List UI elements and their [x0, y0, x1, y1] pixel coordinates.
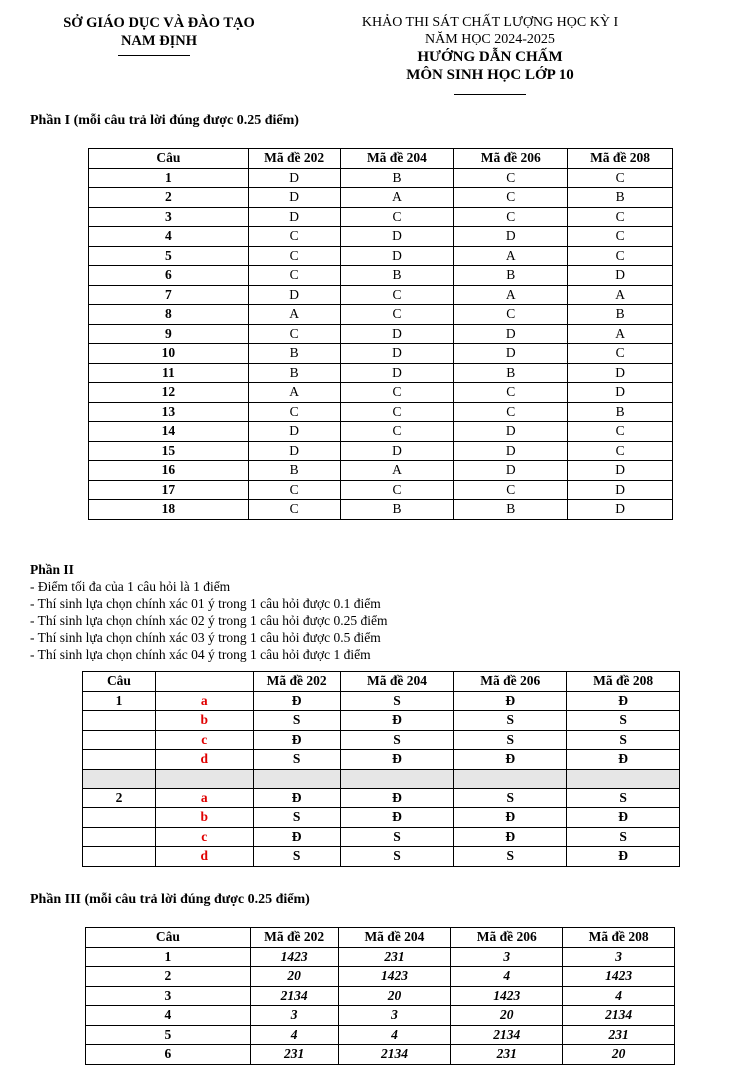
answer-cell: S	[340, 847, 454, 867]
header-cell: Mã đề 208	[567, 672, 680, 692]
question-number: 5	[86, 1025, 251, 1045]
rule-line: - Thí sinh lựa chọn chính xác 01 ý trong 1 câu hỏi được 0.1 điểm	[30, 596, 381, 611]
issuer-block	[30, 14, 288, 50]
table-row	[83, 730, 680, 750]
answer-cell: C	[568, 168, 673, 188]
answer-cell: A	[454, 285, 568, 305]
question-number: 4	[86, 1006, 251, 1026]
title-underline	[454, 94, 526, 95]
answer-cell: 4	[451, 967, 563, 987]
table-row	[89, 305, 673, 325]
question-number: 15	[89, 441, 249, 461]
answer-cell: 20	[563, 1045, 675, 1065]
answer-cell: 231	[451, 1045, 563, 1065]
answer-cell: D	[248, 422, 340, 442]
table-row	[86, 1006, 675, 1026]
header-cell: Câu	[83, 672, 156, 692]
question-number: 13	[89, 402, 249, 422]
table-row	[89, 285, 673, 305]
answer-cell: D	[454, 344, 568, 364]
table-row	[86, 1025, 675, 1045]
exam-title-block	[305, 14, 675, 84]
answer-cell: Đ	[253, 691, 340, 711]
answer-cell: B	[340, 168, 454, 188]
table-row	[83, 827, 680, 847]
table-row	[89, 402, 673, 422]
answer-cell: D	[454, 441, 568, 461]
answer-cell: S	[253, 750, 340, 770]
question-number	[83, 750, 156, 770]
answer-cell: C	[454, 480, 568, 500]
answer-cell: 3	[451, 947, 563, 967]
answer-cell: D	[454, 461, 568, 481]
answer-cell: D	[248, 188, 340, 208]
answer-cell: C	[454, 305, 568, 325]
question-number: 1	[83, 691, 156, 711]
answer-cell: C	[248, 227, 340, 247]
answer-cell: D	[568, 383, 673, 403]
part3-answer-table	[85, 927, 675, 1065]
table-header-row	[86, 928, 675, 948]
question-number: 14	[89, 422, 249, 442]
answer-cell: Đ	[454, 827, 567, 847]
answer-cell: D	[248, 441, 340, 461]
answer-cell: Đ	[253, 730, 340, 750]
header-cell: Mã đề 206	[454, 149, 568, 169]
answer-cell: D	[248, 168, 340, 188]
rule-line: - Thí sinh lựa chọn chính xác 04 ý trong 1 câu hỏi được 1 điểm	[30, 647, 371, 662]
answer-cell: C	[568, 344, 673, 364]
answer-cell: A	[340, 188, 454, 208]
empty-cell	[253, 769, 340, 788]
separator-row	[83, 769, 680, 788]
answer-cell: D	[248, 285, 340, 305]
question-number: 2	[83, 788, 156, 808]
answer-cell: S	[454, 711, 567, 731]
answer-cell: 20	[250, 967, 338, 987]
question-number: 12	[89, 383, 249, 403]
question-number	[83, 730, 156, 750]
table-row	[89, 363, 673, 383]
part1-answer-table	[88, 148, 673, 520]
answer-cell: Đ	[454, 808, 567, 828]
answer-cell: B	[568, 402, 673, 422]
header-cell: Câu	[86, 928, 251, 948]
header-cell: Mã đề 204	[340, 149, 454, 169]
header-cell: Mã đề 206	[451, 928, 563, 948]
answer-cell: S	[340, 691, 454, 711]
header-cell: Mã đề 204	[340, 672, 454, 692]
answer-cell: D	[340, 246, 454, 266]
question-number	[83, 827, 156, 847]
empty-cell	[567, 769, 680, 788]
answer-cell: A	[340, 461, 454, 481]
answer-cell: 4	[563, 986, 675, 1006]
answer-cell: Đ	[567, 750, 680, 770]
answer-cell: D	[568, 266, 673, 286]
question-number	[83, 808, 156, 828]
table-row	[83, 788, 680, 808]
answer-cell: Đ	[567, 691, 680, 711]
question-number: 11	[89, 363, 249, 383]
answer-cell: B	[568, 188, 673, 208]
answer-cell: S	[253, 808, 340, 828]
answer-cell: C	[248, 324, 340, 344]
table-header-row	[83, 672, 680, 692]
answer-cell: Đ	[340, 788, 454, 808]
answer-cell: C	[248, 266, 340, 286]
question-number: 8	[89, 305, 249, 325]
statement-letter: b	[155, 711, 253, 731]
statement-letter: a	[155, 691, 253, 711]
table-row	[83, 691, 680, 711]
table-row	[89, 344, 673, 364]
header-cell: Mã đề 202	[253, 672, 340, 692]
table-row	[83, 711, 680, 731]
table-row	[89, 461, 673, 481]
statement-letter: b	[155, 808, 253, 828]
answer-cell: 2134	[563, 1006, 675, 1026]
answer-cell: 2134	[451, 1025, 563, 1045]
table-row	[83, 750, 680, 770]
table-row	[89, 188, 673, 208]
answer-cell: C	[454, 402, 568, 422]
answer-cell: Đ	[340, 808, 454, 828]
issuer-province: NAM ĐỊNH	[120, 33, 198, 49]
header-cell	[155, 672, 253, 692]
rule-line: - Điểm tối đa của 1 câu hỏi là 1 điểm	[30, 579, 231, 594]
answer-cell: Đ	[340, 711, 454, 731]
answer-cell: 3	[338, 1006, 451, 1026]
answer-cell: Đ	[454, 750, 567, 770]
answer-cell: C	[568, 207, 673, 227]
part3-title: Phần III (mỗi câu trả lời đúng được 0.25 điểm)	[30, 892, 310, 907]
part2-rules	[30, 561, 387, 663]
answer-cell: 4	[338, 1025, 451, 1045]
answer-cell: B	[568, 305, 673, 325]
answer-cell: A	[248, 383, 340, 403]
question-number	[83, 711, 156, 731]
answer-cell: C	[454, 188, 568, 208]
table-row	[86, 986, 675, 1006]
header-cell: Mã đề 208	[563, 928, 675, 948]
answer-cell: D	[340, 363, 454, 383]
part2-title: Phần II	[30, 562, 74, 577]
answer-cell: S	[454, 788, 567, 808]
issuer-underline	[118, 55, 190, 56]
table-row	[86, 1045, 675, 1065]
answer-cell: D	[568, 500, 673, 520]
question-number: 4	[89, 227, 249, 247]
table-row	[89, 168, 673, 188]
answer-cell: C	[248, 402, 340, 422]
answer-cell: S	[567, 788, 680, 808]
exam-name: KHẢO THI SÁT CHẤT LƯỢNG HỌC KỲ I	[361, 15, 619, 30]
answer-cell: 231	[563, 1025, 675, 1045]
answer-cell: C	[340, 402, 454, 422]
question-number: 6	[89, 266, 249, 286]
answer-cell: D	[454, 324, 568, 344]
table-row	[86, 967, 675, 987]
table-row	[86, 947, 675, 967]
answer-cell: C	[248, 246, 340, 266]
table-header-row	[89, 149, 673, 169]
answer-cell: C	[340, 305, 454, 325]
question-number: 1	[86, 947, 251, 967]
answer-cell: B	[340, 500, 454, 520]
answer-cell: 1423	[338, 967, 451, 987]
answer-cell: 2134	[250, 986, 338, 1006]
question-number: 18	[89, 500, 249, 520]
answer-cell: 1423	[451, 986, 563, 1006]
answer-cell: D	[340, 324, 454, 344]
answer-cell: S	[253, 711, 340, 731]
answer-cell: S	[567, 711, 680, 731]
question-number: 5	[89, 246, 249, 266]
table-row	[89, 266, 673, 286]
empty-cell	[83, 769, 156, 788]
answer-cell: B	[454, 266, 568, 286]
answer-cell: C	[454, 168, 568, 188]
answer-cell: S	[567, 827, 680, 847]
header-cell: Câu	[89, 149, 249, 169]
answer-cell: B	[454, 363, 568, 383]
answer-cell: C	[568, 422, 673, 442]
question-number: 16	[89, 461, 249, 481]
table-row	[83, 847, 680, 867]
question-number: 3	[86, 986, 251, 1006]
table-row	[83, 808, 680, 828]
document-title: HƯỚNG DẪN CHẤM	[417, 49, 563, 65]
table-row	[89, 500, 673, 520]
answer-cell: A	[568, 324, 673, 344]
answer-cell: B	[340, 266, 454, 286]
answer-cell: 4	[250, 1025, 338, 1045]
statement-letter: a	[155, 788, 253, 808]
answer-cell: D	[568, 363, 673, 383]
answer-cell: 231	[338, 947, 451, 967]
answer-cell: 231	[250, 1045, 338, 1065]
header-cell: Mã đề 206	[454, 672, 567, 692]
answer-cell: Đ	[567, 808, 680, 828]
answer-cell: D	[340, 441, 454, 461]
answer-cell: B	[248, 344, 340, 364]
answer-cell: 20	[451, 1006, 563, 1026]
table-row	[89, 480, 673, 500]
question-number: 7	[89, 285, 249, 305]
answer-cell: D	[340, 227, 454, 247]
answer-cell: Đ	[567, 847, 680, 867]
part1-title: Phần I (mỗi câu trả lời đúng được 0.25 điểm)	[30, 113, 299, 128]
answer-cell: D	[454, 422, 568, 442]
answer-cell: D	[340, 344, 454, 364]
rule-line: - Thí sinh lựa chọn chính xác 02 ý trong 1 câu hỏi được 0.25 điểm	[30, 613, 388, 628]
question-number: 10	[89, 344, 249, 364]
answer-cell: C	[340, 285, 454, 305]
answer-cell: C	[340, 480, 454, 500]
answer-cell: 3	[563, 947, 675, 967]
answer-cell: Đ	[454, 691, 567, 711]
answer-cell: 1423	[250, 947, 338, 967]
header-cell: Mã đề 202	[248, 149, 340, 169]
table-row	[89, 324, 673, 344]
question-number: 2	[86, 967, 251, 987]
table-row	[89, 227, 673, 247]
question-number: 2	[89, 188, 249, 208]
empty-cell	[340, 769, 454, 788]
empty-cell	[155, 769, 253, 788]
answer-cell: A	[454, 246, 568, 266]
statement-letter: d	[155, 847, 253, 867]
answer-cell: A	[568, 285, 673, 305]
answer-cell: 1423	[563, 967, 675, 987]
answer-cell: C	[248, 500, 340, 520]
answer-cell: 3	[250, 1006, 338, 1026]
answer-cell: S	[340, 827, 454, 847]
answer-cell: B	[248, 363, 340, 383]
header-cell: Mã đề 204	[338, 928, 451, 948]
answer-cell: B	[454, 500, 568, 520]
part2-answer-table	[82, 671, 680, 867]
question-number: 6	[86, 1045, 251, 1065]
answer-cell: C	[568, 246, 673, 266]
question-number: 17	[89, 480, 249, 500]
answer-cell: D	[568, 480, 673, 500]
answer-cell: A	[248, 305, 340, 325]
subject-title: MÔN SINH HỌC LỚP 10	[406, 67, 574, 83]
answer-cell: S	[454, 730, 567, 750]
answer-cell: Đ	[253, 788, 340, 808]
answer-cell: S	[253, 847, 340, 867]
answer-cell: Đ	[340, 750, 454, 770]
table-row	[89, 383, 673, 403]
answer-cell: C	[454, 383, 568, 403]
answer-cell: Đ	[253, 827, 340, 847]
table-row	[89, 246, 673, 266]
answer-cell: D	[568, 461, 673, 481]
empty-cell	[454, 769, 567, 788]
header-cell: Mã đề 202	[250, 928, 338, 948]
answer-cell: S	[454, 847, 567, 867]
answer-cell: C	[340, 422, 454, 442]
question-number: 3	[89, 207, 249, 227]
table-row	[89, 207, 673, 227]
answer-cell: C	[248, 480, 340, 500]
answer-cell: B	[248, 461, 340, 481]
answer-cell: D	[248, 207, 340, 227]
issuer-department: SỞ GIÁO DỤC VÀ ĐÀO TẠO	[63, 15, 255, 31]
header-cell: Mã đề 208	[568, 149, 673, 169]
rule-line: - Thí sinh lựa chọn chính xác 03 ý trong 1 câu hỏi được 0.5 điểm	[30, 630, 381, 645]
answer-cell: C	[340, 383, 454, 403]
answer-cell: C	[454, 207, 568, 227]
answer-cell: D	[454, 227, 568, 247]
school-year: NĂM HỌC 2024-2025	[425, 32, 555, 47]
question-number: 9	[89, 324, 249, 344]
table-row	[89, 422, 673, 442]
answer-cell: 20	[338, 986, 451, 1006]
answer-cell: C	[568, 227, 673, 247]
statement-letter: c	[155, 730, 253, 750]
answer-cell: C	[568, 441, 673, 461]
question-number: 1	[89, 168, 249, 188]
answer-cell: 2134	[338, 1045, 451, 1065]
answer-cell: S	[567, 730, 680, 750]
question-number	[83, 847, 156, 867]
table-row	[89, 441, 673, 461]
statement-letter: d	[155, 750, 253, 770]
statement-letter: c	[155, 827, 253, 847]
answer-cell: S	[340, 730, 454, 750]
answer-cell: C	[340, 207, 454, 227]
